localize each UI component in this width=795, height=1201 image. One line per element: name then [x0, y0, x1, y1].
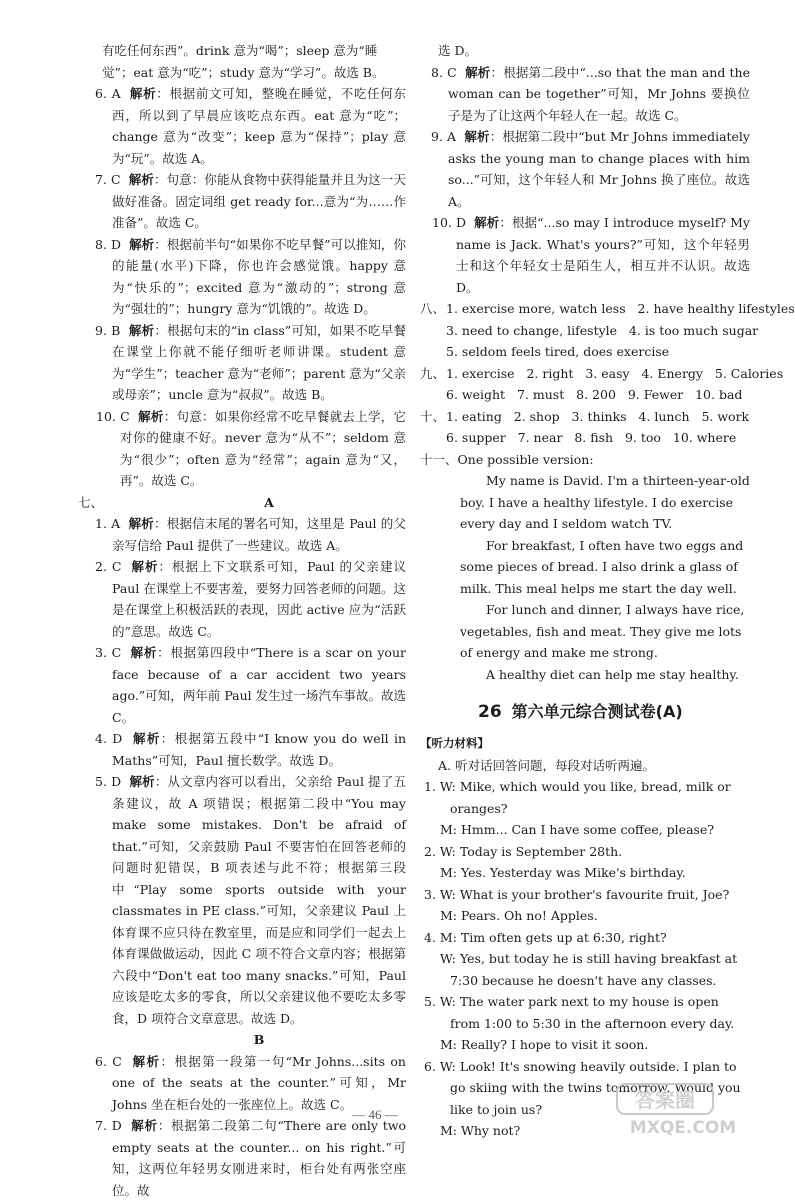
section-9: [420, 363, 784, 385]
answer-text: ：句意：你能从食物中获得能量并且为这一天做好准备。固定词组 get ready for...意为“为……作准备”。故选 C。: [112, 172, 406, 230]
analysis-label: 解析: [128, 322, 155, 338]
section-number: 十、: [420, 408, 446, 424]
watermark-logo: [615, 1080, 750, 1138]
dialogue-line: 6. W: Look! It's snowing heavily outside. I plan to go skiing with the twins tomorrow. Would you like to join us?: [424, 1058, 741, 1117]
analysis-label: 解析: [132, 1053, 161, 1069]
right-column: [420, 40, 795, 1142]
text-line: 有吃任何东西”。drink 意为“喝”；sleep 意为“睡: [102, 43, 378, 58]
section-8: [420, 298, 795, 320]
essay-title: One possible version:: [457, 451, 594, 467]
dialogue-line: M: Pears. Oh no! Apples.: [440, 908, 598, 923]
heading-title: 第六单元综合测试卷(A): [511, 702, 683, 721]
answer-number: 7. D: [95, 1118, 122, 1133]
essay-paragraph: A healthy diet can help me stay healthy.: [486, 666, 739, 682]
answer-item: [84, 1115, 406, 1201]
listening-intro: A. 听对话回答问题，每段对话听两遍。: [438, 757, 655, 773]
answer-number: 3. C: [95, 645, 122, 660]
analysis-label: 解析: [131, 559, 159, 574]
analysis-label: 解析: [465, 64, 491, 80]
answer-line: 6. supper 7. near 8. fish 9. too 10. where: [446, 430, 737, 445]
analysis-label: 解析: [128, 172, 154, 187]
answer-line: 6. weight 7. must 8. 200 9. Fewer 10. bad: [446, 387, 743, 402]
answer-item: [420, 126, 750, 212]
answer-text: ：根据第二段中“...so that the man and the woman can be together”可知，Mr Johns 要换位子是为了让这两个年轻人在一起。故选 C。: [448, 64, 750, 123]
analysis-label: 解析: [138, 408, 164, 424]
answer-text: ：根据第一段第一句“Mr Johns...sits on one of the seats at the counter.”可知，Mr Johns 坐在柜台处的一张座位上。故选 C。: [112, 1053, 406, 1112]
answer-text: ：根据上下文联系可知，Paul 的父亲建议 Paul 在课堂上不要害羞，要努力回答老师的问题。这是在课堂上积极活跃的表现，因此 active 应为“活跃的”意思。故选 C。: [112, 559, 407, 639]
answer-item: [84, 513, 406, 556]
answer-item: [84, 234, 406, 320]
essay-paragraph: My name is David. I'm a thirteen-year-old boy. I have a healthy lifestyle. I do exercise every day and I seldom watch TV.: [460, 473, 750, 531]
answer-number: 9. B: [95, 322, 121, 338]
dialogue-line: M: Really? I hope to visit it soon.: [440, 1037, 649, 1052]
answer-number: 4. D: [95, 731, 123, 746]
section-number: 十一、: [420, 451, 458, 467]
dialogue-line: 2. W: Today is September 28th.: [424, 843, 623, 859]
answer-number: 1. A: [95, 516, 121, 531]
answer-item: [84, 320, 406, 406]
answer-number: 8. C: [431, 64, 457, 80]
answer-number: 7. C: [95, 172, 121, 187]
answer-text: ：根据第二段第二句“There are only two empty seats at the counter... on his right.”可知，这两位年轻男女刚进来时，柜台处有两张空座位。故: [112, 1118, 406, 1198]
essay-paragraph: For lunch and dinner, I always have rice, vegetables, fish and meat. They give me lots of energy and make me strong.: [460, 602, 745, 660]
text-line: 选 D。: [438, 43, 477, 58]
answer-item: [84, 556, 406, 642]
dialogue-line: M: Why not?: [440, 1123, 521, 1138]
essay: [420, 470, 750, 685]
answer-text: ：根据前文可知，整晚在睡觉，不吃任何东西，所以到了早晨应该吃点东西。eat 意为“吃”；change 意为“改变”；keep 意为“保持”；play 意为“玩”。故选 A。: [112, 86, 406, 166]
answer-number: 9. A: [431, 129, 457, 144]
answer-text: ：根据第四段中“There is a scar on your face because of a car accident two years ago.”可知，两年前 Paul 发生过一场汽车事故。故选 C。: [112, 645, 406, 725]
subsection-title: B: [253, 1032, 265, 1047]
answer-text: ：句意：如果你经常不吃早餐就去上学，它对你的健康不好。never 意为“从不”；seldom 意为“很少”；often 意为“经常”；again 意为“又，再”。故选 C。: [120, 408, 406, 488]
analysis-label: 解析: [130, 645, 158, 660]
answer-item: [420, 62, 750, 127]
answer-item: [84, 83, 406, 169]
answer-text: ：根据第二段中“but Mr Johns immediately asks the young man to change places with him so...”可知，这个年轻人和 Mr Johns 换了座位。故选 A。: [448, 129, 750, 209]
section-10: [420, 406, 750, 428]
left-column: [78, 40, 407, 1201]
answer-item: [84, 771, 406, 1029]
answer-line-row: [420, 427, 750, 449]
answer-item: [84, 728, 406, 771]
answer-number: 5. D: [95, 774, 122, 789]
answer-line-row: [420, 320, 759, 342]
answer-line: 5. seldom feels tired, does exercise: [446, 344, 670, 359]
listening-tag: 【听力材料】: [420, 736, 489, 750]
watermark-en: MXQE.COM: [629, 1118, 737, 1138]
heading-number: 26: [478, 702, 502, 722]
answer-text: ：根据前半句“如果你不吃早餐”可以推知，你的能量(水平)下降，你也许会感觉饿。happy 意为“快乐的”；excited 意为“激动的”；strong 意为“强壮的”；hungry 意为“饥饿的”。故选 D。: [112, 236, 406, 316]
answer-line: 1. eating 2. shop 3. thinks 4. lunch 5. work: [446, 408, 750, 424]
subsection-title: A: [264, 494, 274, 510]
dialogue-line: 1. W: Mike, which would you like, bread, milk or oranges?: [424, 779, 731, 816]
answer-number: 8. D: [95, 236, 121, 252]
answer-number: 10. C: [96, 408, 130, 424]
text-line: 觉”；eat 意为“吃”；study 意为“学习”。故选 B。: [102, 64, 385, 80]
answer-item: [420, 212, 750, 298]
analysis-label: 解析: [129, 86, 157, 101]
section-number: 七、: [78, 494, 104, 510]
dialogue-line: 4. M: Tim often gets up at 6:30, right?: [424, 929, 667, 945]
answer-line: 1. exercise more, watch less 2. have healthy lifestyles: [446, 301, 795, 316]
answer-line-row: [420, 384, 750, 406]
answer-line: 3. need to change, lifestyle 4. is too much sugar: [446, 322, 759, 338]
section-7: [78, 492, 406, 514]
dialogue-line: M: Yes. Yesterday was Mike's birthday.: [440, 865, 686, 880]
section-number: 九、: [420, 365, 446, 381]
watermark-cn: 答案圈: [635, 1088, 695, 1112]
analysis-label: 解析: [464, 129, 490, 144]
section-number: 八、: [420, 301, 446, 316]
answer-text: ：根据第五段中“I know you do well in Maths”可知，Paul 擅长数学。故选 D。: [112, 731, 406, 768]
page-number: — 46 —: [352, 1107, 398, 1122]
answer-item: [84, 406, 406, 492]
answer-number: 6. C: [95, 1053, 122, 1069]
answer-text: ：从文章内容可以看出，父亲给 Paul 提了五条建议，故 A 项错误；根据第二段中“You may make some mistakes. Don't be afraid of that.”可知，父亲鼓励 Paul 不要害怕在回答老师的问题时犯错误，B 项表述与此不符；根据第三段中“Play some sports outside with your classmates in PE class.”可知，父亲建议 Paul 上体育课不应只待在教室里，而是应和同学们一起去上体育课做做运动，因此 C 项不符合文章内容；根据第六段中“Don't eat too many snacks.”可知，Paul 应该是吃太多的零食，所以父亲建议他不要吃太多零食，D 项符合文章意思。故选 D。: [112, 774, 406, 1026]
answer-text: ：根据信末尾的署名可知，这里是 Paul 的父亲写信给 Paul 提供了一些建议。故选 A。: [112, 516, 406, 553]
essay-paragraph: For breakfast, I often have two eggs and some pieces of bread. I also drink a glass of milk. This meal helps me start the day well.: [460, 537, 744, 596]
answer-number: 6. A: [95, 86, 121, 101]
section-11: [420, 449, 750, 471]
dialogue-line: W: Yes, but today he is still having breakfast at 7:30 because he doesn't have any classes.: [440, 951, 738, 988]
analysis-label: 解析: [129, 236, 155, 252]
analysis-label: 解析: [129, 774, 155, 789]
answer-number: 2. C: [95, 559, 122, 574]
analysis-label: 解析: [474, 215, 500, 230]
dialogue-line: M: Hmm... Can I have some coffee, please?: [440, 822, 715, 837]
answer-number: 10. D: [432, 215, 466, 230]
answer-item: [84, 642, 406, 728]
answer-line: 1. exercise 2. right 3. easy 4. Energy 5. Calories: [446, 365, 784, 381]
answer-item: [84, 169, 406, 234]
answer-line-row: [420, 341, 750, 363]
answer-text: ：根据句末的“in class”可知，如果不吃早餐在课堂上你就不能仔细听老师讲课。student 意为“学生”；teacher 意为“老师”；parent 意为“父亲或母亲”；uncle 意为“叔叔”。故选 B。: [112, 322, 406, 402]
unit-heading: [420, 699, 750, 725]
answer-text: ：根据“...so may I introduce myself? My name is Jack. What's yours?”可知，这个年轻男士和这个年轻女士是陌生人，相互并不认识。故选 D。: [456, 215, 750, 295]
analysis-label: 解析: [132, 731, 161, 746]
analysis-label: 解析: [128, 516, 155, 531]
dialogue-line: 5. W: The water park next to my house is open from 1:00 to 5:30 in the afternoon every day.: [424, 994, 735, 1031]
dialogue-line: 3. W: What is your brother's favourite fruit, Joe?: [424, 886, 730, 902]
analysis-label: 解析: [131, 1118, 158, 1133]
